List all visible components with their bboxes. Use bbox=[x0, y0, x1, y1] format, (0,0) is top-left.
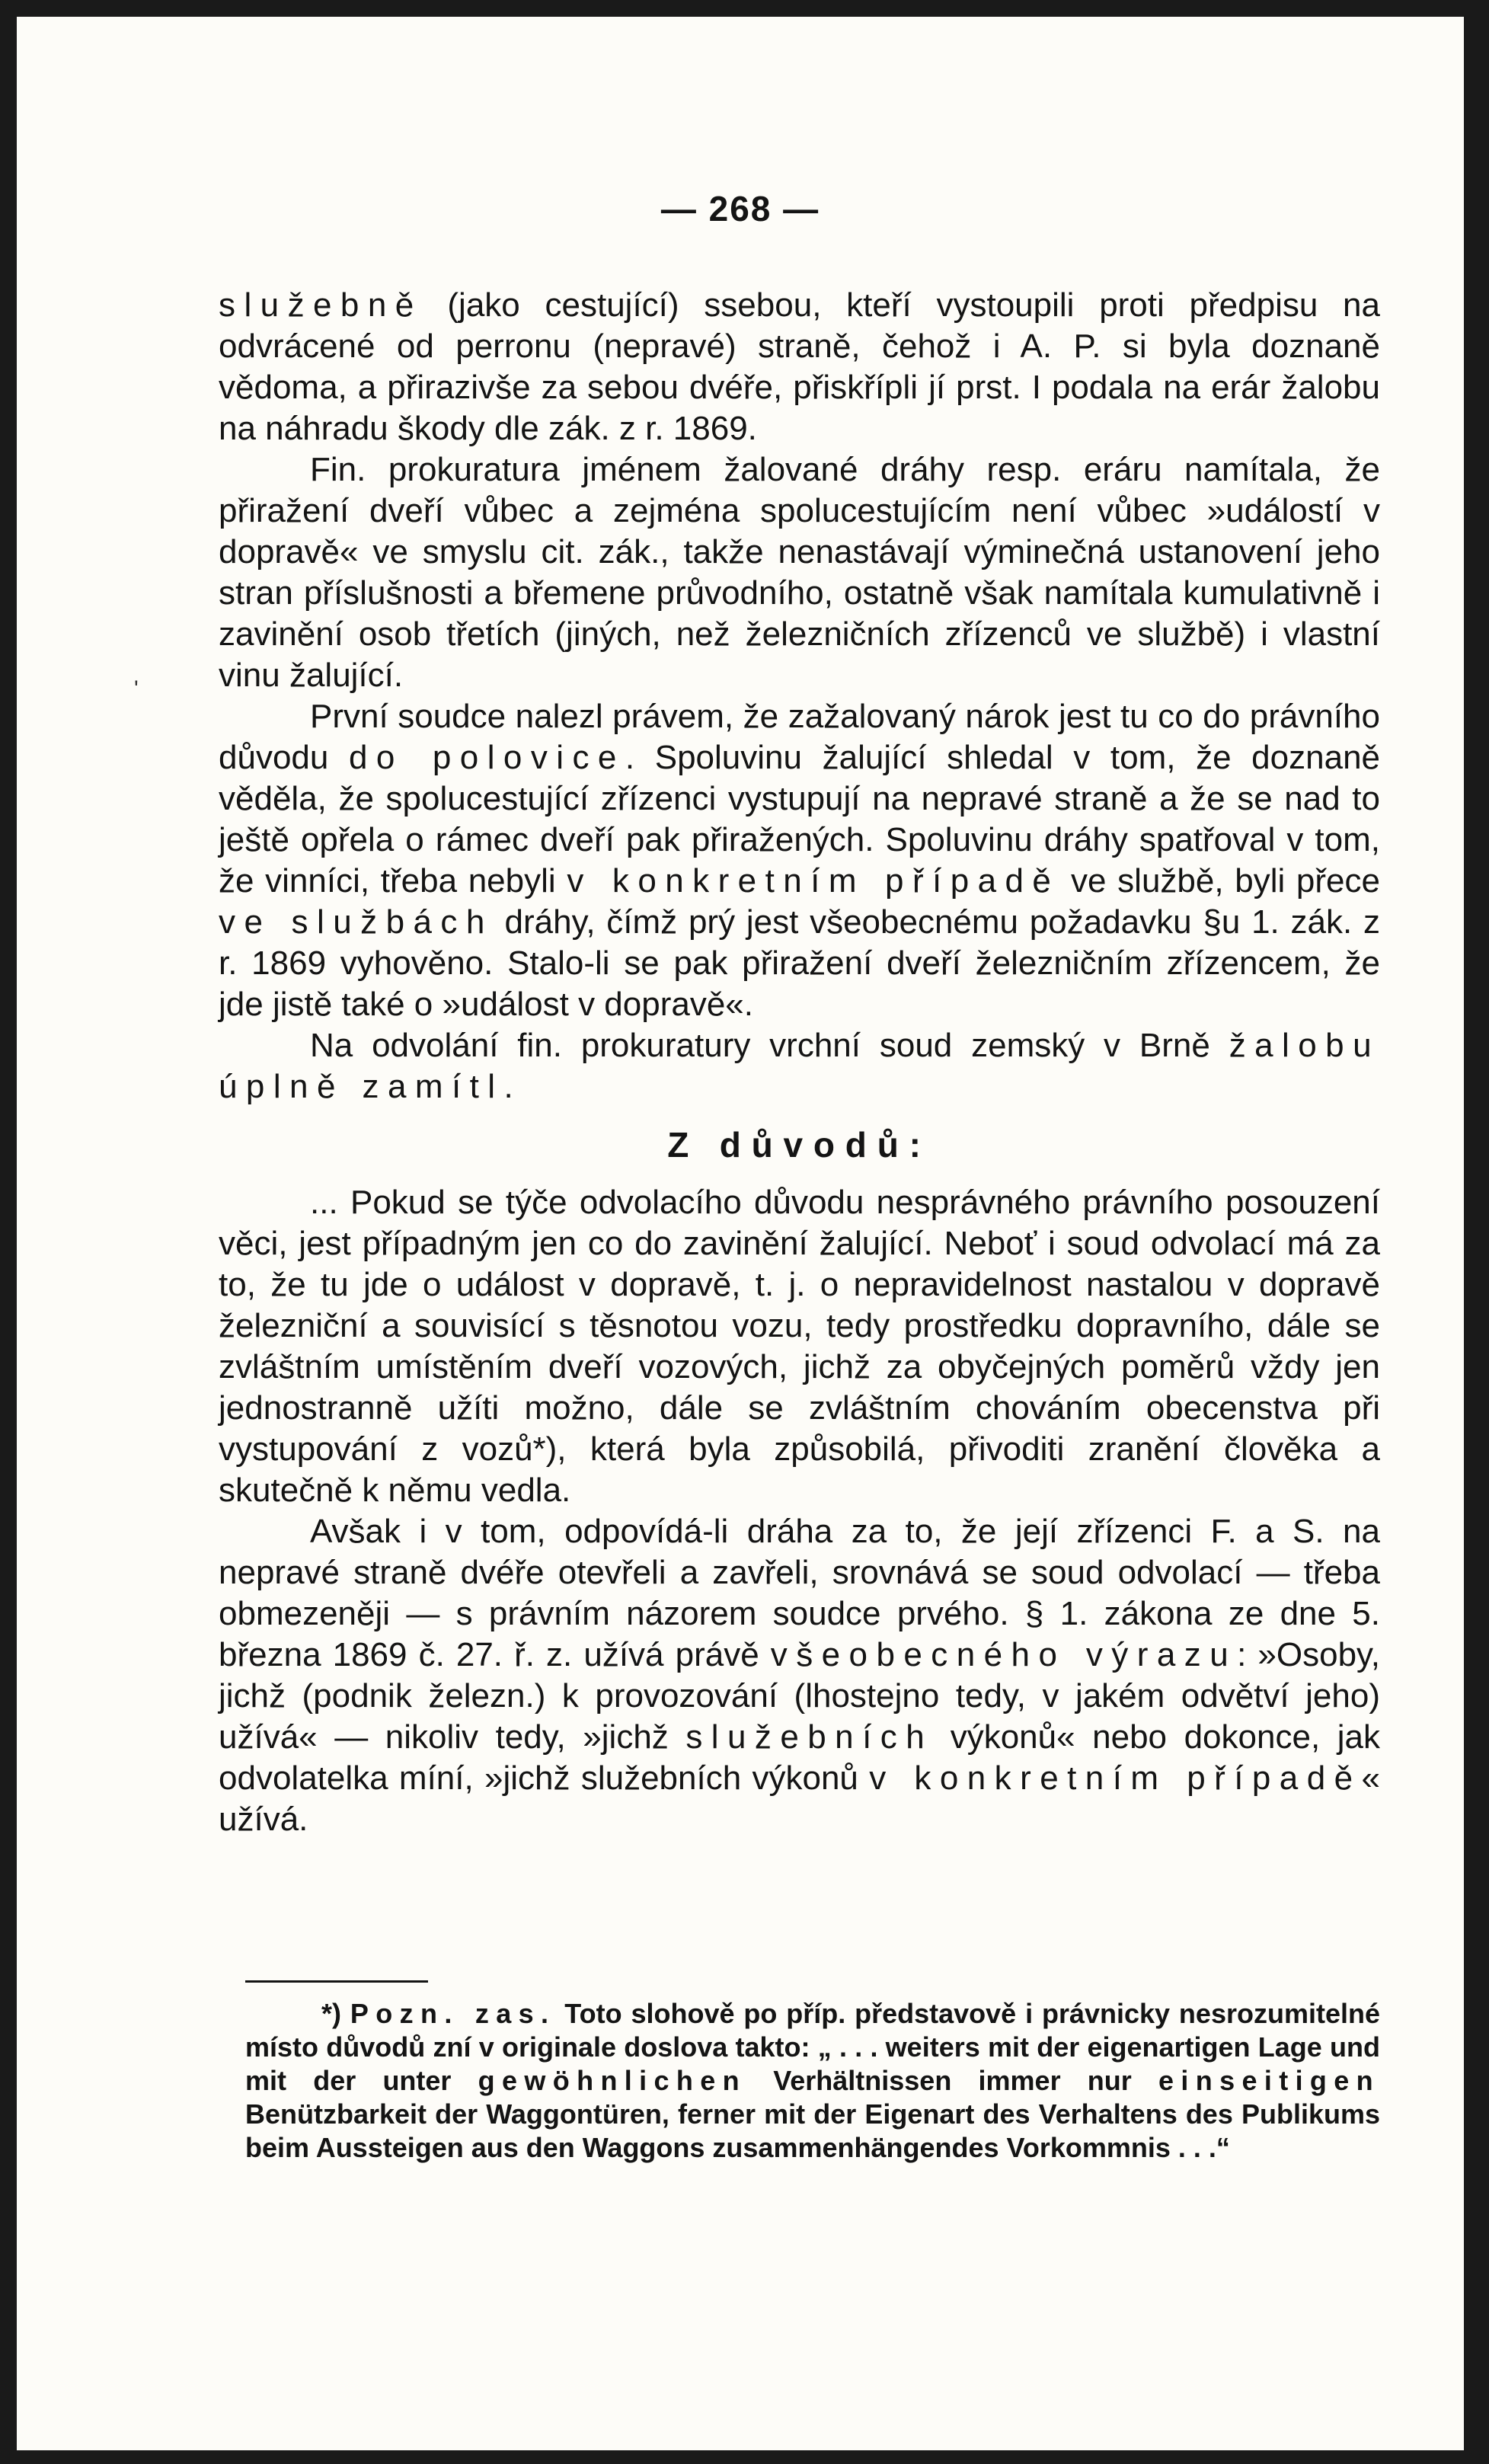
paragraph-text: . bbox=[503, 1068, 513, 1105]
paragraph-text: Na odvolání fin. prokuratury vrchní soud zemský v Brně bbox=[310, 1027, 1229, 1064]
spaced-word: v konkretním případě bbox=[567, 862, 1060, 900]
margin-mark: ' bbox=[134, 676, 139, 701]
spaced-word: Pozn. zas. bbox=[350, 1998, 556, 2029]
footnote-marker: *) bbox=[321, 1998, 341, 2029]
paragraph-text: (jako cestující) ssebou, kteří vystoupili proti předpisu na odvrácené od perronu (nepravé) straně, čehož i A. P. si byla doznaně vědoma, a přirazivše za sebou dvéře, přiskřípli jí prst. I podala na erár žalobu na náhradu škody dle zák. z r. 1869. bbox=[219, 286, 1380, 447]
paragraph-text: Avšak i v tom, odpovídá-li dráha za to, že její zřízenci F. a S. na nepravé straně dvéře otevřeli a zavřeli, srovnává se soud odvolací — třeba obmezeněji — s právním názorem soudce prvého. § 1. zákona ze dne 5. března 1869 č. 27. ř. z. užívá právě bbox=[219, 1513, 1380, 1673]
spaced-word: služebních bbox=[685, 1718, 934, 1756]
spaced-word: einseitigen bbox=[1158, 2065, 1381, 2096]
spaced-word: všeobecného výrazu bbox=[770, 1636, 1238, 1673]
paragraph-text: : »Osoby, jichž (podnik železn.) k provozování (lhostejno tedy, v jakém odvětví jeho) užívá« — nikoliv tedy, »jichž bbox=[219, 1636, 1381, 1756]
body-text bbox=[219, 285, 1380, 1840]
paragraph-text: První soudce nalezl právem, že zažalovaný nárok jest tu co do právního důvodu bbox=[219, 698, 1380, 776]
footnote bbox=[245, 1997, 1380, 2165]
paragraph-text: « užívá. bbox=[219, 1759, 1380, 1838]
paragraph-text: dráhy, čímž prý jest všeobecnému požadavku §u 1. zák. z r. 1869 vyhověno. Stalo-li se pak přiražení dveří železničním zřízencem, že jde jistě také o »událost v dopravě«. bbox=[219, 903, 1381, 1023]
paragraph-1 bbox=[219, 285, 1380, 449]
footnote-text: Toto slohově po příp. představově i právnicky nesrozumitelné místo důvodů zní v originale doslova takto: „ . . . weiters mit der eigenartigen Lage und mit der unter bbox=[245, 1998, 1380, 2096]
spaced-word: gewöhnlichen bbox=[478, 2065, 746, 2096]
spaced-word: služebně bbox=[219, 286, 423, 324]
spaced-word: do polovice bbox=[349, 739, 625, 776]
page-number: — 268 — bbox=[660, 189, 820, 229]
paragraph-5 bbox=[219, 1182, 1380, 1511]
paragraph-text: . Spoluvinu žalující shledal v tom, že doznaně věděla, že spolucestující zřízenci vystupují na nepravé straně a že se nad to ještě opřela o rámec dveří pak přiražených. Spoluvinu dráhy spatřoval v tom, že vinníci, třeba nebyli bbox=[219, 739, 1381, 900]
footnote-divider bbox=[245, 1980, 428, 1983]
paragraph-6 bbox=[219, 1511, 1380, 1840]
footnote-text: Benützbarkeit der Waggontüren, ferner mit der Eigenart des Verhaltens des Publikums beim Aussteigen aus den Waggons zusammenhängendes Vorkommnis . . .“ bbox=[245, 2098, 1380, 2163]
paragraph-text: ve službě, byli přece bbox=[1059, 862, 1381, 900]
paragraph-3 bbox=[219, 696, 1380, 1025]
spaced-word: v konkretním případě bbox=[869, 1759, 1362, 1797]
footnote-text: Verhältnissen immer nur bbox=[746, 2065, 1158, 2096]
paragraph-text: ... Pokud se týče odvolacího důvodu nesprávného právního posouzení věci, jest případným jen co do zavinění žalující. Neboť i soud odvolací má za to, že tu jde o událost v dopravě, t. j. o nepravidelnost nastalou v dopravě železniční a souvisící s těsnotou vozu, tedy prostředku dopravního, dále se zvláštním umístěním dveří vozových, jichž za obyčejných poměrů vždy jen jednostranně užíti možno, dále se zvláštním chováním obecenstva při vystupování z vozů*), která byla způsobilá, přivoditi zranění člověka a skutečně k němu vedla. bbox=[219, 1184, 1380, 1509]
document-page bbox=[17, 17, 1464, 2450]
spaced-word: ve službách bbox=[219, 903, 494, 941]
footnote-paragraph bbox=[245, 1997, 1380, 2165]
spaced-word: žalobu úplně zamítl bbox=[219, 1027, 1380, 1105]
paragraph-2 bbox=[219, 449, 1380, 696]
paragraph-4 bbox=[219, 1025, 1380, 1107]
paragraph-text: Fin. prokuratura jménem žalované dráhy resp. eráru namítala, že přiražení dveří vůbec a zejména spolucestujícím není vůbec »událostí v dopravě« ve smyslu cit. zák., takže nenastávají výminečná ustanovení jeho stran příslušnosti a břemene průvodního, ostatně však namítala kumulativně i zavinění osob třetích (jiných, než železničních zřízenců ve službě) i vlastní vinu žalující. bbox=[219, 451, 1380, 694]
section-heading: Z důvodů: bbox=[667, 1125, 931, 1165]
paragraph-text: výkonů« nebo dokonce, jak odvolatelka míní, »jichž služebních výkonů bbox=[219, 1718, 1380, 1797]
